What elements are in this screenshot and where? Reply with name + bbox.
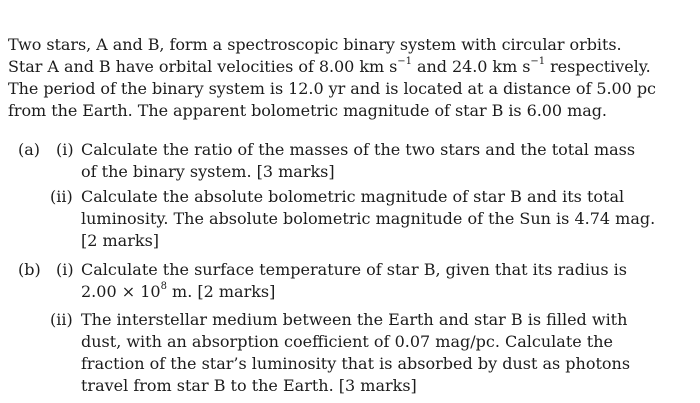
intro-line-2 — [8, 55, 651, 78]
part-b-i-line-2 — [81, 281, 629, 303]
part-a-i-line-1: Calculate the ratio of the masses of the two stars and the total mass — [81, 140, 636, 159]
part-b-ii-line-1: The interstellar medium between the Earth and star B is filled with — [81, 310, 628, 329]
part-b-i-label: (i) — [56, 260, 74, 279]
part-b-ii-line-4: travel from star B to the Earth. [3 marks] — [81, 376, 417, 395]
part-a-i-line-2: of the binary system. [3 marks] — [81, 162, 335, 181]
intro-line-2-mid: and 24.0 km s — [411, 57, 531, 76]
part-b-ii-line-3: fraction of the star’s luminosity that is absorbed by dust as photons — [81, 354, 631, 373]
unit-exponent-1: −1 — [397, 55, 412, 67]
part-a-ii-label: (ii) — [50, 187, 73, 206]
radius-unit-and-marks: m. [2 marks] — [166, 282, 276, 301]
part-a-ii-line-1: Calculate the absolute bolometric magnitude of star B and its total — [81, 187, 625, 206]
part-a-ii-line-2: luminosity. The absolute bolometric magnitude of the Sun is 4.74 mag. — [81, 209, 656, 228]
part-b-i-text — [81, 259, 629, 303]
part-b-ii-label: (ii) — [50, 310, 73, 329]
part-a-ii-text — [81, 186, 656, 252]
question-intro — [8, 34, 656, 122]
part-b-ii-line-2: dust, with an absorption coefficient of 0.07 mag/pc. Calculate the — [81, 332, 613, 351]
radius-mantissa: 2.00 × 10 — [81, 282, 161, 301]
intro-line-4: from the Earth. The apparent bolometric magnitude of star B is 6.00 mag. — [8, 101, 607, 120]
unit-exponent-2: −1 — [530, 55, 546, 67]
intro-line-2-pre: Star A and B have orbital velocities of 8.00 km s — [8, 57, 398, 76]
part-b-label: (b) — [18, 260, 41, 279]
radius-exponent: 8 — [160, 280, 167, 292]
part-a-label: (a) — [18, 140, 41, 159]
part-a-i-text — [81, 139, 636, 183]
part-a-ii-line-3: [2 marks] — [81, 231, 160, 250]
part-a-i-label: (i) — [56, 140, 74, 159]
intro-line-2-post: respectively. — [545, 57, 651, 76]
intro-line-1: Two stars, A and B, form a spectroscopic binary system with circular orbits. — [8, 35, 622, 54]
part-b-ii-text — [81, 309, 629, 397]
intro-line-3: The period of the binary system is 12.0 yr and is located at a distance of 5.00 pc — [8, 79, 656, 98]
part-b-i-line-1: Calculate the surface temperature of star B, given that its radius is — [81, 260, 627, 279]
